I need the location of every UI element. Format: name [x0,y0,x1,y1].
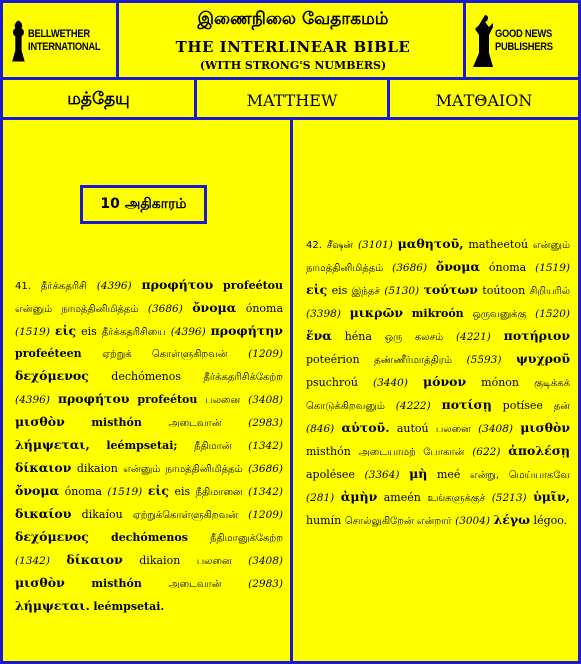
strongs-number: (1342) [248,440,284,452]
book-english: MATTHEW [246,90,338,110]
transliteration: matheetoú [468,238,529,251]
greek-word: δικαίου [15,506,72,521]
greek-word: μὴ [409,466,428,481]
tamil-word: பலனை [205,395,241,406]
tamil-word: அடைவான் [168,579,222,590]
tamil-word: என்னும் நாமத்தினிமித்தம் [15,304,139,315]
transliteration: autoú [396,422,429,435]
title-tamil: இணைநிலை வேதாகமம் [197,9,389,29]
transliteration: profeéteen [15,347,82,360]
logo-line: PUBLISHERS [495,41,553,53]
strongs-number: (2983) [248,578,284,590]
strongs-number: (3408) [248,555,284,567]
tamil-word: சொல்லுகிறேன் என்றார் [344,516,452,527]
strongs-number: (4221) [455,331,491,343]
greek-word: ψυχροῦ [516,351,570,366]
transliteration: psuchroú [306,376,358,389]
strongs-number: (622) [472,446,501,458]
greek-word: λέγω [493,512,531,527]
greek-word: δεχόμενος [15,368,89,383]
greek-word: ποτήριον [503,328,571,343]
greek-word: εἰς [147,483,169,498]
greek-word: τούτων [423,282,478,297]
strongs-number: (1209) [248,509,284,521]
greek-word: ὄνομα [15,483,60,498]
logo-line: INTERNATIONAL [27,41,101,53]
strongs-number: (3686) [147,303,183,315]
greek-word: αὐτοῦ. [341,420,390,435]
greek-word: λήμψεται, [15,437,90,452]
strongs-number: (2983) [248,417,284,429]
strongs-number: (3101) [357,239,393,251]
greek-word: μαθητοῦ, [397,236,464,251]
strongs-number: (5130) [384,285,420,297]
transliteration: humín [306,514,342,527]
transliteration: eis [174,485,191,498]
tamil-word: மெய்யாகவே [508,470,570,481]
tamil-word: தீர்க்கதரிசி [40,281,87,292]
strongs-number: (1519) [535,262,571,274]
greek-word: εἰς [306,282,328,297]
tamil-word: அடையாமற் போகான் [358,447,465,458]
greek-word: μισθὸν [15,414,65,429]
greek-word: ἀπολέσῃ [508,443,571,458]
transliteration: meé [436,468,461,481]
title-english: THE INTERLINEAR BIBLE [175,38,411,56]
strongs-number: (846) [306,423,335,435]
greek-word: ὑμῖν, [533,489,570,504]
transliteration: dikaion [76,462,118,475]
transliteration: dikaion [139,554,181,567]
strongs-number: (1342) [248,486,283,498]
tamil-word: தண்ணீர்மாத்திரம் [374,355,453,366]
transliteration: profeétou [223,279,283,292]
transliteration: eis [331,284,348,297]
logo-line: GOOD NEWS [495,28,552,40]
subtitle: (WITH STRONG'S NUMBERS) [199,59,387,72]
greek-word: προφήτου [141,277,214,292]
transliteration: toútoon [482,284,526,297]
strongs-number: (4396) [15,394,50,406]
strongs-number: (5213) [491,492,527,504]
strongs-number: (3408) [248,394,284,406]
transliteration: eis [81,325,97,338]
chapter-label: 10 அதிகாரம் [80,185,207,224]
greek-word: προφήτου [57,391,130,406]
tamil-word: நீதிமான் [194,441,232,452]
strongs-number: (1519) [15,326,50,338]
strongs-number: (1209) [248,348,284,360]
tamil-word: என்னும் நாமத்தினிமித்தம் [123,464,243,475]
strongs-number: (3398) [306,308,341,320]
bellwether-logo [9,11,113,71]
greek-word: μικρῶν [349,305,404,320]
strongs-number: (4396) [170,326,206,338]
tamil-word: ஏற்றுக் கொள்ளுகிறவன் [102,349,228,360]
transliteration: misthón [91,577,142,590]
greek-word: ὄνομα [192,300,237,315]
greek-word: εἰς [54,323,77,338]
tamil-word: குடிக்கக் கொடுக்கிறவனும் [306,378,571,412]
tamil-word: உங்களுக்குச் [427,493,486,504]
tamil-word: என்று, [470,470,500,481]
greek-word: δεχόμενος [15,529,89,544]
strongs-number: (1519) [107,486,143,498]
tamil-word: தீர்க்கதரிசியை [101,327,166,338]
book-greek: ΜΑΤΘΑΙΟΝ [435,90,533,110]
strongs-number: (1520) [535,308,571,320]
greek-word: ἕνα [306,328,332,343]
strongs-number: (3004) [455,515,491,527]
transliteration: dechómenos [111,370,181,383]
verse-number: 41. [15,281,31,292]
strongs-number: (3686) [392,262,428,274]
tamil-word: ஒரு கலசம் [384,332,444,343]
transliteration: dikaíou [81,508,123,521]
transliteration: leémpsetai. [93,600,165,613]
greek-word: λήμψεται. [15,598,90,613]
greek-word: δίκαιον [66,552,123,567]
greek-word: δίκαιον [15,460,72,475]
tamil-word: நீதிமானை [195,487,243,498]
tamil-word: ஒருவனுக்கு [472,309,527,320]
strongs-number: (281) [306,492,335,504]
strongs-number: (5593) [466,354,502,366]
column-divider [290,120,293,661]
greek-word: προφήτην [210,323,283,338]
transliteration: poteérion [306,353,360,366]
greek-word: μισθὸν [520,420,571,435]
tamil-word: நீதிமானுக்கேற்ற [210,533,283,544]
transliteration: apolésee [306,468,355,481]
greek-word: ὄνομα [435,259,481,274]
greek-word: ποτίσῃ [441,397,492,412]
transliteration: profeétou [137,393,198,406]
tamil-word: தீர்க்கதரிசிக்கேற்ற [203,372,283,383]
transliteration: mikroón [411,307,464,320]
tamil-word: இந்தச் [351,286,380,297]
logo-line: BELLWETHER [27,28,90,40]
transliteration: misthón [91,416,142,429]
ram-icon [9,13,28,69]
transliteration: ónoma [64,485,102,498]
transliteration: mónon [481,376,520,389]
tamil-word: ஏற்றுக்கொள்ளுகிறவன் [132,510,238,521]
header-divider [3,77,578,80]
tamil-word: சீஷன் [326,240,354,251]
strongs-number: (3408) [478,423,513,435]
greek-word: μόνον [422,374,467,389]
strongs-number: (4396) [96,280,132,292]
tamil-word: தன் [553,401,571,412]
transliteration: héna [344,330,372,343]
strongs-number: (4222) [395,400,431,412]
transliteration: misthón [306,445,351,458]
tamil-word: பலனை [196,556,232,567]
strongs-number: (3686) [248,463,284,475]
verse-number: 42. [306,240,322,251]
tamil-word: சிறியரில் [529,286,571,297]
transliteration: ónoma [245,302,284,315]
transliteration: potísee [502,399,543,412]
greek-word: ἀμὴν [340,489,378,504]
tamil-word: அடைவான் [168,418,222,429]
transliteration: ameén [383,491,421,504]
header-left-divider [116,3,119,77]
strongs-number: (3440) [373,377,408,389]
bellwether-logo-text [28,28,100,54]
transliteration: légoo. [533,514,568,527]
figure-icon [471,13,495,69]
verse-41 [15,274,283,617]
transliteration: dechómenos [111,531,188,544]
book-tamil: மத்தேயு [67,89,130,109]
transliteration: ónoma [488,261,527,274]
greek-word: μισθὸν [15,575,65,590]
transliteration: leémpsetai; [106,439,178,452]
good-news-logo-text [495,28,553,54]
tamil-word: பலனை [435,424,471,435]
strongs-number: (3364) [364,469,400,481]
verse-42 [306,233,570,532]
tamil-word: என்னும் நாமத்தினிமித்தம் [306,240,571,274]
good-news-logo [471,11,575,71]
strongs-number: (1342) [15,555,50,567]
